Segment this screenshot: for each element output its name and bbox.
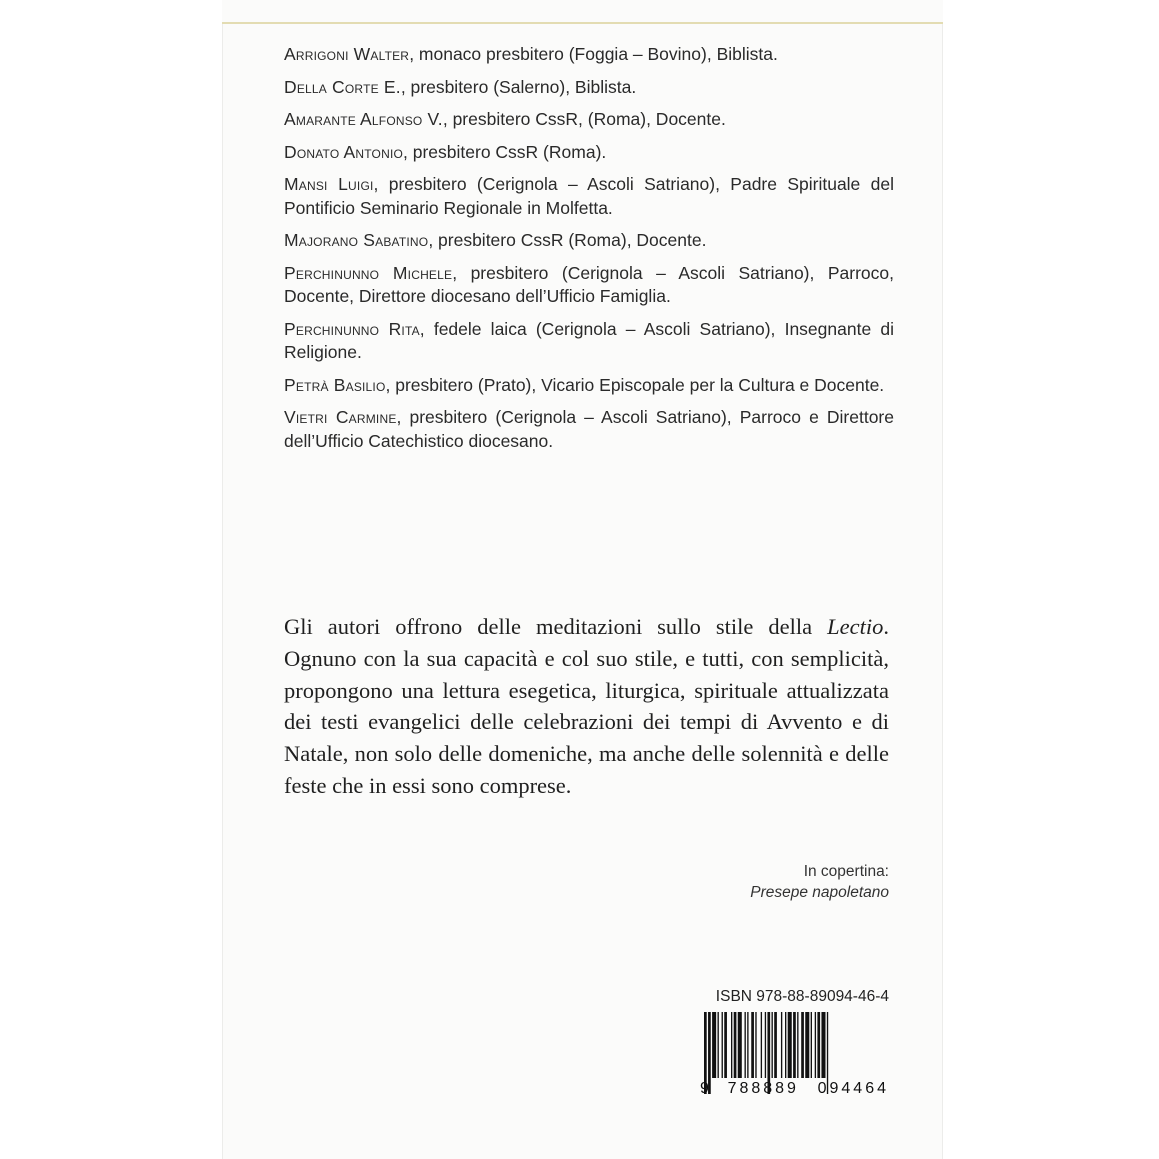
barcode-bar — [722, 1012, 723, 1078]
barcode-bar — [774, 1012, 777, 1078]
author-name: Della Corte E. — [284, 76, 401, 97]
author-entry — [284, 229, 894, 253]
barcode-bar — [797, 1012, 798, 1078]
author-name: Mansi Luigi — [284, 174, 374, 194]
author-name: Donato Antonio — [284, 141, 404, 162]
barcode-bar — [815, 1012, 816, 1078]
author-name: Majorano Sabatino — [284, 230, 429, 250]
barcode-bar — [821, 1012, 825, 1078]
barcode-number — [700, 1080, 889, 1098]
author-description: , presbitero (Cerignola – Ascoli Satriano), Parroco, Docente, Direttore diocesano dell’Ufficio Famiglia. — [284, 262, 894, 306]
barcode-bar — [801, 1012, 804, 1078]
barcode-bar — [731, 1012, 732, 1078]
author-name: Arrigoni Walter — [284, 44, 410, 64]
barcode-bar — [805, 1012, 809, 1078]
author-name: Amarante Alfonso V. — [284, 109, 443, 129]
barcode-bar — [811, 1012, 812, 1078]
author-description: , presbitero CssR (Roma), Docente. — [428, 230, 707, 250]
barcode-bar — [745, 1012, 746, 1078]
barcode-bar — [755, 1012, 756, 1078]
author-name: Vietri Carmine — [284, 407, 397, 427]
barcode-bar — [738, 1012, 742, 1078]
credit-title: Presepe napoletano — [750, 884, 889, 901]
author-description: , fedele laica (Cerignola – Ascoli Satriano), Insegnante di Religione. — [284, 318, 894, 362]
author-entry — [284, 76, 894, 100]
barcode-bar — [772, 1012, 773, 1078]
book-description — [284, 611, 889, 802]
author-description: , monaco presbitero (Foggia – Bovino), Biblista. — [409, 44, 778, 64]
author-name: Perchinunno Rita — [284, 318, 420, 339]
description-text-rest: . Ognuno con la sua capacità e col suo stile, e tutti, con semplicità, propongono una lettura esegetica, liturgica, spirituale attualizzata dei testi evangelici delle celebrazioni dei tempi di Avvento e di Natale, non solo delle domeniche, ma anche delle solennità e delle feste che in essi sono comprese. — [284, 614, 889, 798]
barcode-bar — [734, 1012, 737, 1078]
author-entry — [284, 262, 894, 309]
author-description: , presbitero CssR, (Roma), Docente. — [442, 109, 726, 129]
barcode-bar — [712, 1012, 716, 1078]
barcode-bar — [793, 1012, 796, 1078]
barcode-bar — [765, 1012, 766, 1078]
author-name: Perchinunno Michele — [284, 262, 453, 283]
barcode-bar — [817, 1012, 820, 1078]
barcode-bar — [785, 1012, 786, 1078]
barcode-bar — [781, 1012, 782, 1078]
author-description: , presbitero CssR (Roma). — [403, 141, 607, 162]
isbn-label: ISBN 978-88-89094-46-4 — [715, 988, 889, 1005]
top-border — [222, 0, 943, 24]
cover-credit — [750, 861, 889, 903]
barcode-digit-lead: 9 — [700, 1080, 709, 1097]
author-list — [284, 43, 894, 462]
author-description: , presbitero (Prato), Vicario Episcopale per la Cultura e Docente. — [385, 374, 885, 395]
author-entry — [284, 406, 894, 453]
author-entry — [284, 108, 894, 132]
barcode-bar — [718, 1012, 719, 1078]
description-text: Gli autori offrono delle meditazioni sullo stile della — [284, 614, 828, 639]
author-description: , presbitero (Cerignola – Ascoli Satriano), Parroco e Direttore dell’Ufficio Catechistico diocesano. — [284, 407, 894, 451]
author-entry — [284, 173, 894, 220]
barcode-bar — [747, 1012, 748, 1078]
barcode-digits-left: 788889 — [727, 1080, 799, 1097]
barcode-bar — [724, 1012, 727, 1078]
author-name: Petrà Basilio — [284, 374, 386, 395]
author-description: , presbitero (Cerignola – Ascoli Satriano), Padre Spirituale del Pontificio Seminario Regionale in Molfetta. — [284, 174, 894, 218]
barcode-bar — [788, 1012, 792, 1078]
author-entry — [284, 318, 894, 365]
author-description: , presbitero (Salerno), Biblista. — [400, 76, 637, 97]
author-entry — [284, 374, 894, 398]
credit-label: In copertina: — [803, 863, 889, 880]
barcode-bar — [761, 1012, 762, 1078]
author-entry — [284, 141, 894, 165]
description-italic: Lectio — [827, 614, 884, 639]
author-entry — [284, 43, 894, 67]
barcode-bar — [751, 1012, 754, 1078]
barcode-digits-right: 094464 — [817, 1080, 889, 1097]
